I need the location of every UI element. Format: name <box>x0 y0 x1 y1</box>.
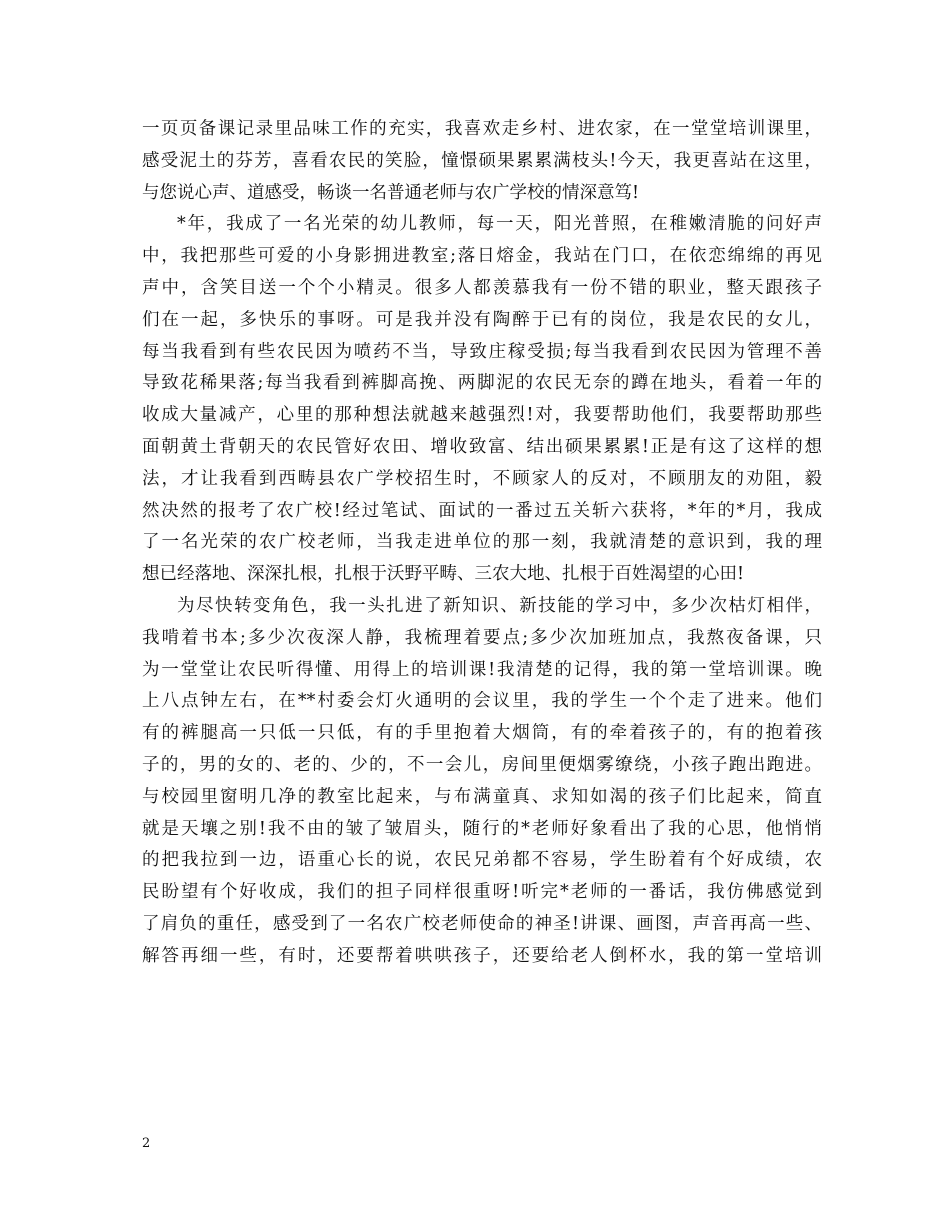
text-line: 然决然的报考了农广校!经过笔试、面试的一番过五关斩六获将，*年的*月，我成 <box>142 500 822 521</box>
page-number: 2 <box>142 1136 151 1151</box>
paragraph <box>142 591 822 973</box>
text-line: 面朝黄土背朝天的农民管好农田、增收致富、结出硕果累累!正是有这了这样的想 <box>142 436 822 457</box>
text-line: 子的，男的女的、老的、少的，不一会儿，房间里便烟雾缭绕，小孩子跑出跑进。 <box>142 754 822 775</box>
text-line: 就是天壤之别!我不由的皱了皱眉头，随行的*老师好象看出了我的心思，他悄悄 <box>142 818 822 839</box>
text-line: 导致花稀果落;每当我看到裤脚高挽、两脚泥的农民无奈的蹲在地头，看着一年的 <box>142 373 822 394</box>
text-line: 为尽快转变角色，我一头扎进了新知识、新技能的学习中，多少次枯灯相伴， <box>177 595 822 616</box>
text-line: 中，我把那些可爱的小身影拥进教室;落日熔金，我站在门口，在依恋绵绵的再见 <box>142 246 822 267</box>
text-line: 每当我看到有些农民因为喷药不当，导致庄稼受损;每当我看到农民因为管理不善 <box>142 341 822 362</box>
text-line: 声中，含笑目送一个个小精灵。很多人都羡慕我有一份不错的职业，整天跟孩子 <box>142 277 822 298</box>
text-line: 与您说心声、道感受，畅谈一名普通老师与农广学校的情深意笃! <box>142 182 640 203</box>
text-line: 收成大量减产，心里的那种想法就越来越强烈!对，我要帮助他们，我要帮助那些 <box>142 405 822 426</box>
paragraph <box>142 114 822 209</box>
text-line: *年，我成了一名光荣的幼儿教师，每一天，阳光普照，在稚嫩清脆的问好声 <box>177 214 822 235</box>
text-line: 与校园里窗明几净的教室比起来，与布满童真、求知如渴的孩子们比起来，简直 <box>142 786 822 807</box>
text-line: 想已经落地、深深扎根，扎根于沃野平畴、三农大地、扎根于百姓渴望的心田! <box>142 564 745 585</box>
text-line: 了一名光荣的农广校老师，当我走进单位的那一刻，我就清楚的意识到，我的理 <box>142 532 822 553</box>
text-line: 了肩负的重任，感受到了一名农广校老师使命的神圣!讲课、画图，声音再高一些、 <box>142 913 822 934</box>
text-line: 民盼望有个好收成，我们的担子同样很重呀!听完*老师的一番话，我仿佛感觉到 <box>142 882 822 903</box>
text-line: 的把我拉到一边，语重心长的说，农民兄弟都不容易，学生盼着有个好成绩，农 <box>142 850 822 871</box>
text-line: 一页页备课记录里品味工作的充实，我喜欢走乡村、进农家，在一堂堂培训课里， <box>142 119 822 139</box>
text-line: 上八点钟左右，在**村委会灯火通明的会议里，我的学生一个个走了进来。他们 <box>142 691 822 712</box>
text-line: 为一堂堂让农民听得懂、用得上的培训课!我清楚的记得，我的第一堂培训课。晚 <box>142 659 822 680</box>
text-line: 有的裤腿高一只低一只低，有的手里抱着大烟筒，有的牵着孩子的，有的抱着孩 <box>142 723 822 744</box>
text-line: 感受泥土的芬芳，喜看农民的笑脸，憧憬硕果累累满枝头!今天，我更喜站在这里， <box>142 150 822 171</box>
text-line: 们在一起，多快乐的事呀。可是我并没有陶醉于已有的岗位，我是农民的女儿， <box>142 309 822 330</box>
paragraph <box>142 209 822 591</box>
text-line: 法，才让我看到西畴县农广学校招生时，不顾家人的反对，不顾朋友的劝阻，毅 <box>142 468 822 489</box>
document-body <box>142 114 822 973</box>
text-line: 解答再细一些，有时，还要帮着哄哄孩子，还要给老人倒杯水，我的第一堂培训 <box>142 945 822 966</box>
text-line: 我啃着书本;多少次夜深人静，我梳理着要点;多少次加班加点，我熬夜备课，只 <box>142 627 822 648</box>
